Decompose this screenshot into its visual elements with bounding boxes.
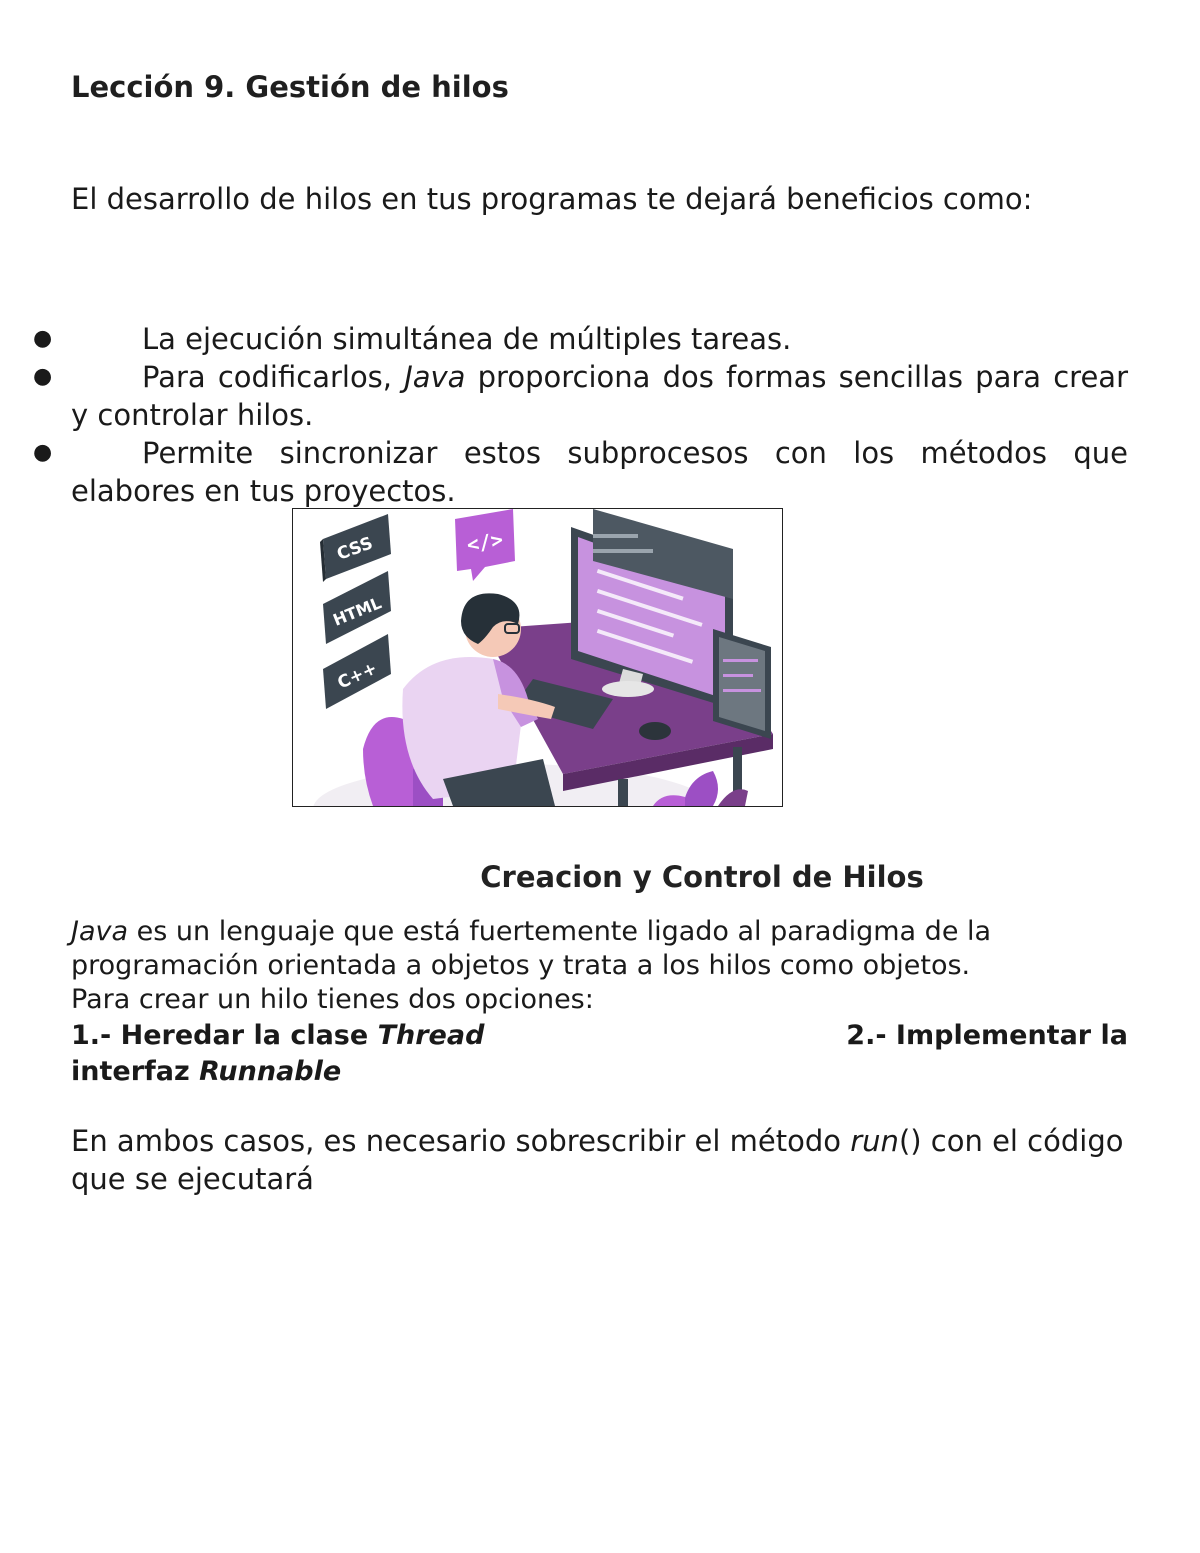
thread-class-name: Thread	[377, 1020, 485, 1051]
list-item	[0, 320, 1200, 358]
benefit-text-part: proporciona dos formas sencillas para crear y controlar hilos.	[71, 360, 1128, 432]
list-item	[0, 434, 1200, 510]
svg-text:C++: C++	[334, 658, 381, 694]
bullet-icon: ●	[33, 440, 53, 465]
thread-options	[71, 1018, 1128, 1090]
list-item	[0, 358, 1200, 434]
option-2-continued	[71, 1054, 1128, 1090]
option-2: 2.- Implementar la	[846, 1020, 1128, 1051]
section-title: Creacion y Control de Hilos	[480, 860, 924, 894]
svg-text:CSS: CSS	[334, 533, 376, 565]
bullet-icon: ●	[33, 364, 53, 389]
closing-text-part: En ambos casos, es necesario sobrescribir el método	[71, 1124, 851, 1158]
html-tag-icon	[323, 571, 391, 644]
lesson-title: Lección 9. Gestión de hilos	[71, 70, 509, 104]
option-1	[71, 1018, 484, 1054]
cpp-tag-icon	[323, 634, 391, 709]
intro-paragraph: El desarrollo de hilos en tus programas te dejará beneficios como:	[71, 182, 1033, 216]
option-1-text: 1.- Heredar la clase	[71, 1020, 378, 1051]
programmer-illustration	[292, 508, 783, 807]
code-bubble-icon	[455, 509, 515, 581]
closing-text-part: () con el código que se ejecutará	[71, 1124, 1124, 1196]
svg-text:</>: </>	[464, 527, 505, 557]
benefit-text: La ejecución simultánea de múltiples tareas.	[142, 322, 792, 356]
closing-paragraph	[71, 1122, 1131, 1198]
options-row	[71, 1018, 1128, 1054]
svg-text:HTML: HTML	[330, 593, 385, 630]
java-term: Java	[404, 360, 466, 394]
illustration-svg	[293, 509, 782, 806]
css-tag-icon	[320, 514, 391, 582]
body-text-part: es un lenguaje que está fuertemente ligado al paradigma de la programación orientada a objetos y trata a los hilos como objetos.	[71, 916, 992, 981]
run-method-name: run	[850, 1124, 899, 1158]
option-2-text: interfaz	[71, 1056, 200, 1087]
benefit-text	[71, 358, 1128, 434]
java-term: Java	[71, 916, 129, 947]
benefits-list	[0, 320, 1200, 510]
runnable-interface-name: Runnable	[199, 1056, 342, 1087]
secondary-monitor-icon	[713, 629, 771, 739]
benefit-text: Permite sincronizar estos subprocesos con los métodos que elabores en tus proyectos.	[71, 436, 1128, 508]
bullet-icon: ●	[33, 326, 53, 351]
mouse-icon	[639, 722, 671, 740]
benefit-text-part: Para codificarlos,	[142, 360, 405, 394]
body-text-part: Para crear un hilo tienes dos opciones:	[71, 984, 594, 1015]
section-body	[71, 915, 1131, 1017]
